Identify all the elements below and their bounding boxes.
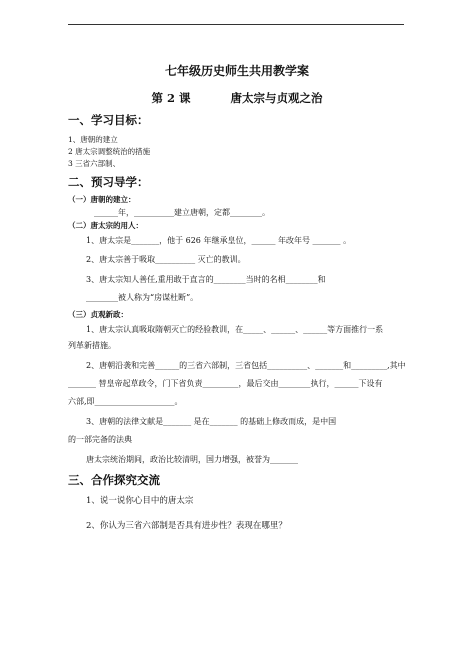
lesson-heading: [0, 90, 474, 106]
policy-question-4: 唐太宗统治期间，政治比较清明，国力增强，被誉为_______: [86, 455, 298, 464]
header-rule: [68, 24, 404, 25]
policy-question-3a: 3、唐朝的法律文献是_______ 是在_______ 的基础上修改而成，是中国: [86, 417, 337, 426]
personnel-question-2: 2、唐太宗善于吸取__________ 灭亡的教训。: [86, 255, 246, 264]
policy-question-2a: 2、唐朝沿袭和完善______的三省六部制，三省包括__________、_______和_________,其中: [86, 361, 406, 370]
section-cooperation-heading: 三、合作探究交流: [68, 473, 160, 487]
personnel-question-3a: 3、唐太宗知人善任,重用敢于直言的________当时的名相________和: [86, 275, 326, 284]
section-learning-goals-heading: 一、学习目标：: [68, 113, 149, 127]
policy-question-2b: _______ 替皇帝起草政令，门下省负责_________，最后交由________执行，______下设有: [68, 379, 383, 388]
goal-item-1: 1、唐朝的建立: [68, 135, 118, 144]
policy-question-1b: 列革新措施。: [68, 341, 116, 350]
goal-item-2: 2 唐太宗调整统治的措施: [68, 147, 151, 156]
cooperation-question-1: 1、说一说你心目中的唐太宗: [86, 496, 194, 506]
cooperation-question-2: 2、你认为三省六部制是否具有进步性？表现在哪里？: [86, 521, 287, 531]
personnel-question-3b: ________被人称为“房谋杜断”。: [86, 293, 199, 302]
sub-tang-founding-heading: （一）唐朝的建立：: [68, 195, 136, 204]
lesson-title: 唐太宗与贞观之治: [230, 91, 323, 105]
policy-question-3b: 的一部完备的法典: [68, 435, 132, 444]
sub-zhenguan-policy-heading: （三）贞观新政：: [68, 310, 128, 319]
sub-taizong-personnel-heading: （二）唐太宗的用人：: [68, 221, 143, 230]
policy-question-1a: 1、唐太宗认真吸取隋朝灭亡的经验教训，在_____、______、______等方面推行一系: [86, 325, 384, 334]
tang-founding-line: ______年，__________建立唐朝，定都________。: [94, 208, 270, 217]
personnel-question-1: 1、唐太宗是_______，他于 626 年继承皇位，______ 年改年号 _______ 。: [86, 236, 352, 245]
section-preview-heading: 二、预习导学：: [68, 175, 149, 189]
document-title: 七年级历史师生共用教学案: [164, 64, 309, 78]
policy-question-2c: 六部,即____________________。: [68, 397, 183, 406]
goal-item-3: 3 三省六部制、: [68, 159, 121, 168]
lesson-number: 第 2 课: [151, 91, 191, 105]
